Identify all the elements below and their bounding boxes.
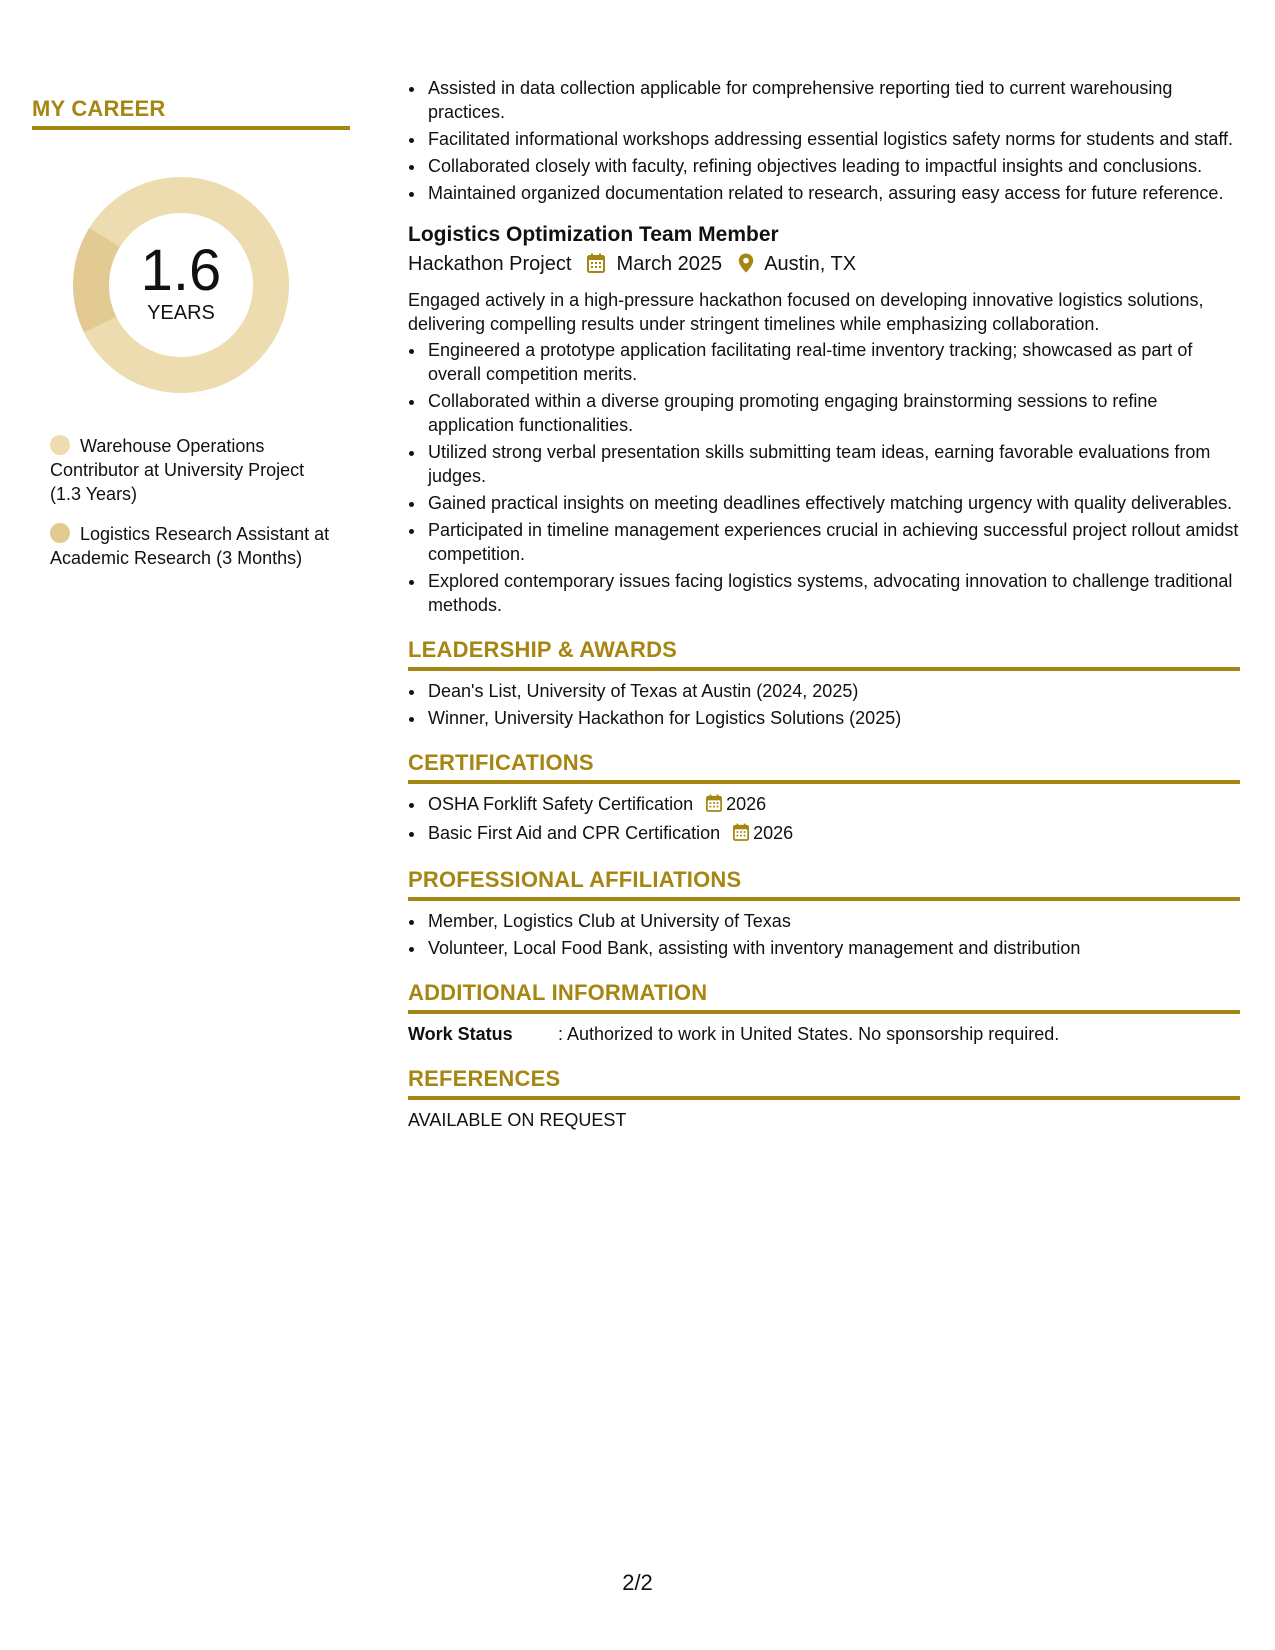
list-item bbox=[426, 821, 1240, 847]
list-item bbox=[426, 792, 1240, 818]
legend-label: Logistics Research Assistant at Academic Research (3 Months) bbox=[50, 524, 330, 568]
donut-center bbox=[66, 170, 296, 400]
list-item: • Winner, University Hackathon for Logistics Solutions (2025) bbox=[426, 706, 1240, 730]
work-status-row bbox=[408, 1022, 1240, 1046]
list-item: • Explored contemporary issues facing logistics systems, advocating innovation to challenge traditional methods. bbox=[426, 569, 1240, 617]
certifications-section bbox=[408, 750, 1240, 847]
section-title: CERTIFICATIONS bbox=[408, 750, 1240, 784]
list-item: • Assisted in data collection applicable for comprehensive reporting tied to current warehousing practices. bbox=[426, 76, 1240, 124]
page-number: 2/2 bbox=[622, 1570, 653, 1595]
list-item: • Collaborated within a diverse grouping promoting engaging brainstorming sessions to refine application functionalities. bbox=[426, 389, 1240, 437]
section-title: LEADERSHIP & AWARDS bbox=[408, 637, 1240, 671]
job-title: Logistics Optimization Team Member bbox=[408, 223, 779, 246]
list-item: • Engineered a prototype application facilitating real-time inventory tracking; showcased as part of overall competition merits. bbox=[426, 338, 1240, 386]
cert-date: 2026 bbox=[753, 823, 794, 843]
work-status-label: Work Status bbox=[408, 1024, 513, 1044]
calendar-icon bbox=[706, 794, 722, 818]
legend-dot bbox=[50, 435, 70, 455]
total-years-unit: YEARS bbox=[147, 302, 215, 324]
legend-label: Warehouse Operations Contributor at University Project (1.3 Years) bbox=[50, 436, 305, 504]
previous-job-bullets bbox=[408, 76, 1240, 205]
job-description: Engaged actively in a high-pressure hackathon focused on developing innovative logistics solutions, delivering compelling results under stringent timelines while emphasizing collaboration. bbox=[408, 290, 1204, 334]
additional-info-section bbox=[408, 980, 1240, 1046]
job-company: Hackathon Project bbox=[408, 253, 572, 275]
section-title: PROFESSIONAL AFFILIATIONS bbox=[408, 867, 1240, 901]
certifications-list bbox=[408, 792, 1240, 847]
legend-item bbox=[50, 434, 340, 506]
list-item: • Member, Logistics Club at University of Texas bbox=[426, 909, 1240, 933]
map-pin-icon bbox=[738, 253, 754, 280]
section-title: REFERENCES bbox=[408, 1066, 1240, 1100]
calendar-icon bbox=[587, 253, 605, 280]
legend-item bbox=[50, 522, 340, 570]
main-column bbox=[408, 76, 1240, 1132]
work-status-value: : Authorized to work in United States. No sponsorship required. bbox=[558, 1024, 1060, 1044]
affiliations-list bbox=[408, 909, 1240, 960]
calendar-icon bbox=[733, 823, 749, 847]
career-title: MY CAREER bbox=[32, 96, 350, 130]
cert-date-wrap bbox=[733, 823, 793, 843]
career-donut-chart bbox=[66, 170, 296, 400]
cert-date-wrap bbox=[706, 794, 766, 814]
job-bullets bbox=[408, 338, 1240, 617]
list-item: • Utilized strong verbal presentation skills submitting team ideas, earning favorable evaluations from judges. bbox=[426, 440, 1240, 488]
career-sidebar bbox=[32, 96, 352, 586]
list-item: • Participated in timeline management experiences crucial in achieving successful project rollout amidst competition. bbox=[426, 518, 1240, 566]
cert-name: OSHA Forklift Safety Certification bbox=[428, 794, 694, 814]
job-location: Austin, TX bbox=[764, 253, 857, 275]
job-meta bbox=[408, 251, 1240, 280]
leadership-section bbox=[408, 637, 1240, 730]
career-legend bbox=[50, 434, 340, 570]
total-years-value: 1.6 bbox=[140, 238, 222, 303]
list-item: • Volunteer, Local Food Bank, assisting with inventory management and distribution bbox=[426, 936, 1240, 960]
list-item: • Dean's List, University of Texas at Austin (2024, 2025) bbox=[426, 679, 1240, 703]
list-item: • Maintained organized documentation related to research, assuring easy access for future reference. bbox=[426, 181, 1240, 205]
references-text: AVAILABLE ON REQUEST bbox=[408, 1110, 627, 1130]
job-date: March 2025 bbox=[616, 253, 723, 275]
list-item: • Facilitated informational workshops addressing essential logistics safety norms for students and staff. bbox=[426, 127, 1240, 151]
cert-date: 2026 bbox=[726, 794, 767, 814]
references-section bbox=[408, 1066, 1240, 1132]
section-title: ADDITIONAL INFORMATION bbox=[408, 980, 1240, 1014]
list-item: • Gained practical insights on meeting deadlines effectively matching urgency with quality deliverables. bbox=[426, 491, 1240, 515]
list-item: • Collaborated closely with faculty, refining objectives leading to impactful insights and conclusions. bbox=[426, 154, 1240, 178]
cert-name: Basic First Aid and CPR Certification bbox=[428, 823, 721, 843]
legend-dot bbox=[50, 523, 70, 543]
job-entry bbox=[408, 223, 1240, 617]
leadership-list bbox=[408, 679, 1240, 730]
affiliations-section bbox=[408, 867, 1240, 960]
